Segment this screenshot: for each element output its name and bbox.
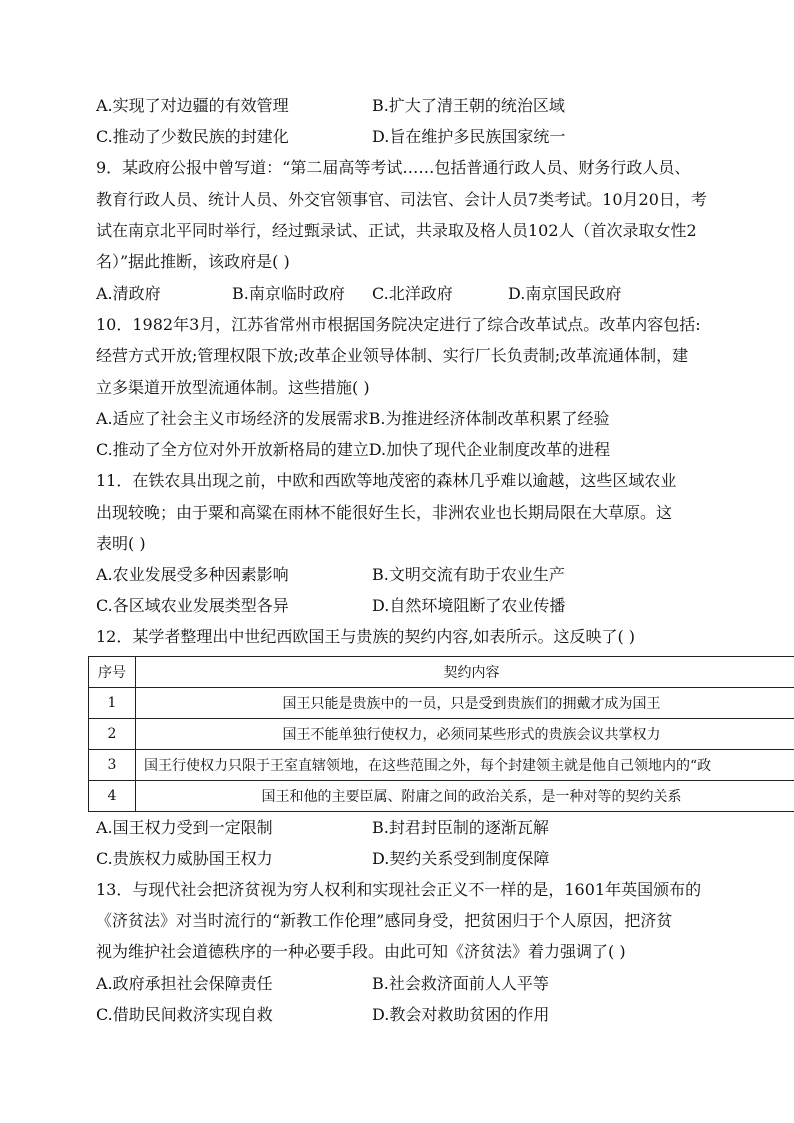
q9-stem-line: 9．某政府公报中曾写道：“第二届高等考试……包括普通行政人员、财务行政人员、 — [96, 158, 691, 177]
q9-stem-line: 名）”据此推断，该政府是( ) — [96, 252, 290, 271]
q9-stem-line: 教育行政人员、统计人员、外交官领事官、司法官、会计人员7类考试。10月20日，考 — [96, 190, 707, 209]
row-text: 国王不能单独行使权力，必须同某些形式的贵族会议共掌权力 — [136, 719, 794, 750]
q9-option-c: C.北洋政府 — [372, 284, 453, 303]
q13-stem-line: 视为维护社会道德秩序的一种必要手段。由此可知《济贫法》着力强调了( ) — [96, 942, 626, 961]
row-text: 国王和他的主要臣属、附庸之间的政治关系，是一种对等的契约关系 — [136, 781, 794, 812]
table-header-row — [89, 657, 794, 688]
table-row — [89, 781, 794, 812]
q9-option-a: A.清政府 — [96, 284, 161, 303]
q11-option-b: B.文明交流有助于农业生产 — [372, 565, 565, 584]
q10-stem-line: 立多渠道开放型流通体制。这些措施( ) — [96, 378, 370, 397]
q13-stem-line: 《济贫法》对当时流行的“新教工作伦理”感同身受，把贫困归于个人原因，把济贫 — [96, 911, 673, 930]
q9-option-d: D.南京国民政府 — [508, 284, 622, 303]
q9-option-b: B.南京临时政府 — [232, 284, 345, 303]
q13-option-a: A.政府承担社会保障责任 — [96, 974, 273, 993]
row-text: 国王只能是贵族中的一员，只是受到贵族们的拥戴才成为国王 — [136, 688, 794, 719]
q12-option-c: C.贵族权力威胁国王权力 — [96, 849, 273, 868]
q10-stem-line: 10．1982年3月，江苏省常州市根据国务院决定进行了综合改革试点。改革内容包括: — [96, 315, 701, 334]
table-row — [89, 719, 794, 750]
table-row — [89, 688, 794, 719]
row-number: 2 — [89, 719, 136, 750]
contract-table — [88, 656, 794, 812]
q13-option-c: C.借助民间救济实现自救 — [96, 1005, 273, 1024]
q13-option-d: D.教会对救助贫困的作用 — [372, 1005, 550, 1024]
q12-stem: 12．某学者整理出中世纪西欧国王与贵族的契约内容,如表所示。这反映了( ) — [96, 627, 636, 646]
row-text: 国王行使权力只限于王室直辖领地，在这些范围之外，每个封建领主就是他自己领地内的“政 — [136, 750, 794, 781]
q8-option-b: B.扩大了清王朝的统治区域 — [372, 96, 565, 115]
header-content: 契约内容 — [136, 657, 794, 688]
q13-stem-line: 13．与现代社会把济贫视为穷人权利和实现社会正义不一样的是，1601年英国颁布的 — [96, 880, 702, 899]
q12-option-d: D.契约关系受到制度保障 — [372, 849, 550, 868]
q8-option-d: D.旨在维护多民族国家统一 — [372, 127, 566, 146]
q10-options-cd: C.推动了全方位对外开放新格局的建立D.加快了现代企业制度改革的进程 — [96, 440, 611, 459]
q11-option-d: D.自然环境阻断了农业传播 — [372, 596, 566, 615]
q11-stem-line: 出现较晚；由于粟和高粱在雨林不能很好生长，非洲农业也长期局限在大草原。这 — [96, 503, 673, 522]
q11-stem-line: 11．在铁农具出现之前，中欧和西欧等地茂密的森林几乎难以逾越，这些区域农业 — [96, 471, 677, 490]
q11-option-a: A.农业发展受多种因素影响 — [96, 565, 289, 584]
table-row — [89, 750, 794, 781]
q8-option-c: C.推动了少数民族的封建化 — [96, 127, 289, 146]
q12-option-b: B.封君封臣制的逐渐瓦解 — [372, 818, 549, 837]
q10-options-ab: A.适应了社会主义市场经济的发展需求B.为推进经济体制改革积累了经验 — [96, 409, 610, 428]
q11-stem-line: 表明( ) — [96, 534, 146, 553]
q13-option-b: B.社会救济面前人人平等 — [372, 974, 549, 993]
q8-option-a: A.实现了对边疆的有效管理 — [96, 96, 289, 115]
row-number: 4 — [89, 781, 136, 812]
header-number: 序号 — [89, 657, 136, 688]
q10-stem-line: 经营方式开放;管理权限下放;改革企业领导体制、实行厂长负责制;改革流通体制，建 — [96, 346, 689, 365]
row-number: 1 — [89, 688, 136, 719]
q9-stem-line: 试在南京北平同时举行，经过甄录试、正试，共录取及格人员102人（首次录取女性2 — [96, 221, 697, 240]
row-number: 3 — [89, 750, 136, 781]
q12-option-a: A.国王权力受到一定限制 — [96, 818, 273, 837]
q11-option-c: C.各区域农业发展类型各异 — [96, 596, 289, 615]
